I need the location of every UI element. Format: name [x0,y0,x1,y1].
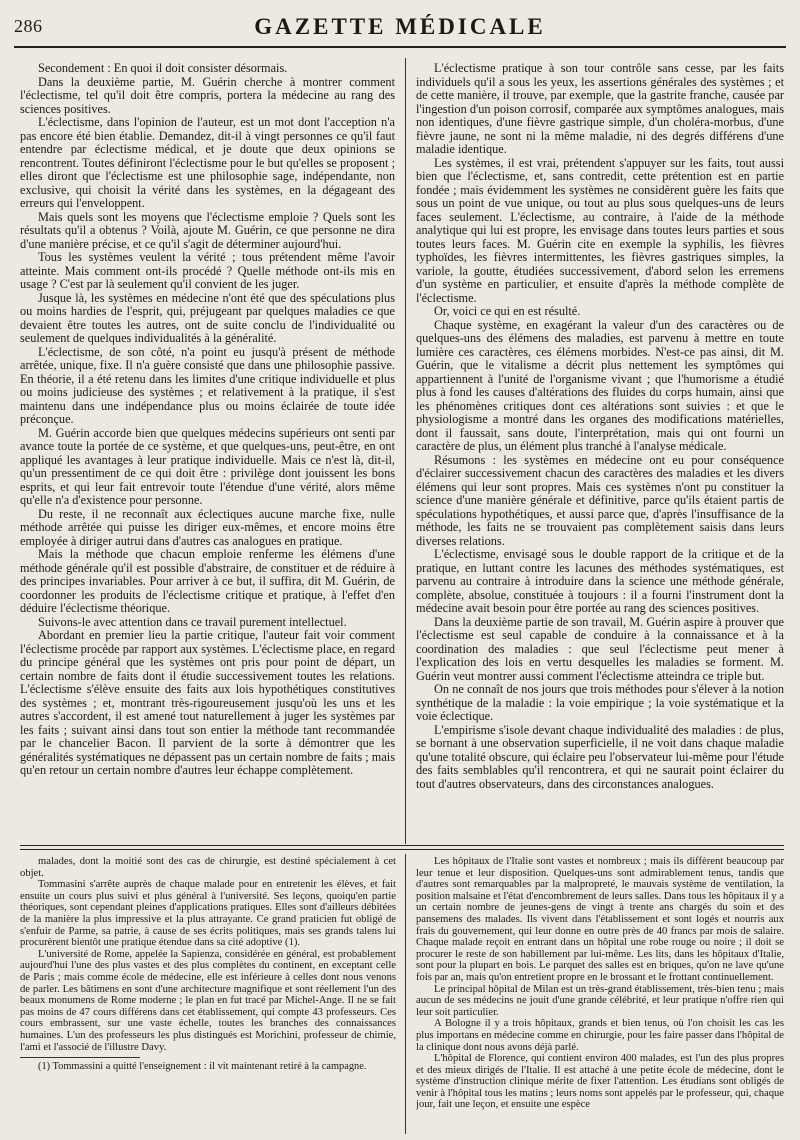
paragraph: Les hôpitaux de l'Italie sont vastes et nombreux ; mais ils diffèrent beaucoup par leur tenue et leur disposition. Quelques-uns sont admirablement tenus, tandis que d'autres sont remarquables par la malpropreté, le mauvais système de ventilation, la position malsaine et l'état d'encombrement de leurs salles. Dans tous les hôpitaux il y a un certain nombre de jeunes-gens de vingt à trente ans chargés du soin et des pansemens des malades. Ils vivent dans l'établissement et sont logés et nourris aux frais du gouvernement, qui leur donne en outre près de 40 francs par mois de salaire. Chaque malade reçoit en entrant dans un hôpital une robe rouge ou noire ; il doit se procurer le reste de son habillement par lui-même. Les lits, dans les hôpitaux d'Italie, sont pour la plupart en bois. Le parquet des salles est en briques, qu'on ne lave qu'une fois par an, mais qu'on entretient propre en le brossant et le frottant continuellement. [416,856,784,983]
paragraph: On ne connaît de nos jours que trois méthodes pour s'élever à la notion synthétique de la maladie : la voie empirique ; la voie systématique et la voie éclectique. [416,682,784,723]
paragraph: Tous les systèmes veulent la vérité ; tous prétendent même l'avoir atteinte. Mais comment ont-ils procédé ? Quelle méthode ont-ils mis en usage ? C'est par là seulement qu'il convient de les juger. [20,250,395,291]
paragraph: Jusque là, les systèmes en médecine n'ont été que des spéculations plus ou moins hardies de l'esprit, qui, préjugeant par quelques maladies ce que devaient être toutes les autres, ont de suite conclu de l'individualité ou seulement de quelques individualités à la généralité. [20,290,395,345]
paragraph: L'empirisme s'isole devant chaque individualité des maladies : de plus, se bornant à une observation superficielle, il ne voit dans chaque maladie qu'une totalité obscure, qui éclaire peu l'observateur lui-même pour l'étude des faits semblables qu'il rencontrera, et qui ne saurait point éclairer du tout d'autres observateurs, dans des circonstances analogues. [416,722,784,791]
paragraph: Secondement : En quoi il doit consister désormais. [38,62,288,75]
footnote-rule [20,1057,140,1058]
column-divider-bottom [405,854,406,1134]
paragraph: Chaque système, en exagérant la valeur d'un des caractères ou de quelques-uns des élémens des maladies, est parvenu à mettre en toute lumière ces caractères, ces élémens morbides. N'est-ce pas ainsi, dit M. Guérin, que le vitalisme a décrit plus nettement les symptômes qui appartiennent à l'unité de l'organisme vivant ; que l'humorisme a étudié plus à fond les causes d'altérations des fluides du corps humain, ainsi que les phénomènes critiques dont ces altérations sont suivies : et que le physiologisme a montré dans les organes des modifications matérielles, dont il faussait, sans doute, l'interprétation, mais qui ont fourni un caractère de plus, un élément plus tranché à l'analyse médicale. [416,317,784,453]
article-column-left [20,62,395,842]
paragraph: Le principal hôpital de Milan est un très-grand établissement, très-bien tenu ; mais aucun de ses médecins ne jouit d'une grande célébrité, et leur pratique n'offre rien qui leur soit particulier. [416,983,784,1018]
footnote: (1) Tommassini a quitté l'enseignement : il vit maintenant retiré à la campagne. [38,1061,367,1073]
paragraph: L'éclectisme pratique à son tour contrôle sans cesse, par les faits individuels qu'il a sous les yeux, les assertions générales des systèmes ; et de cette manière, il trouve, par exemple, que la gastrite franche, causée par l'ingestion d'un poison corrosif, comparée aux symptômes analogues, mais non identiques, d'une fièvre gastrique simple, d'un choléra-morbus, d'une fièvre jaune, ne sont ni la même maladie, ni des degrés différens d'une maladie identique. [416,62,784,156]
paragraph: A Bologne il y a trois hôpitaux, grands et bien tenus, où l'on choisit les cas les plus importans en médecine comme en chirurgie, pour les faire passer dans l'hôpital de la clinique dont nous avons déjà parlé. [416,1018,784,1053]
paragraph: L'éclectisme, de son côté, n'a point eu jusqu'à présent de méthode arrêtée, unique, fixe. Il n'a guère consisté que dans une philosophie passive. En théorie, il a été retenu dans les limites d'une critique individuelle et plus ou moins judicieuse des systèmes ; et relativement à la pratique, il s'est maintenu dans une indépendance plus ou moins éclairée de toute idée préconçue. [20,344,395,426]
paragraph: M. Guérin accorde bien que quelques médecins supérieurs ont senti par avance toute la portée de ce système, et que quelques-uns, peut-être, en ont appliqué les avantages à leur pratique individuelle. Mais ce n'est là, dit-il, qu'un pressentiment de ce qui doit être : privilège dont jouissent les bons esprits, et qui leur fait entrevoir toute l'étendue d'une vérité, alors même qu'elle n'a d'existence pour personne. [20,425,395,507]
paragraph: L'éclectisme, dans l'opinion de l'auteur, est un mot dont l'acception n'a pas encore été bien établie. Demandez, dit-il à vingt personnes ce qu'il faut entendre par éclectisme médical, et je doute que deux opinions se rencontrent. Toutes définiront l'éclectisme pour le but qu'elles se proposent ; elles diront que l'éclectisme est une philosophie sage, indépendante, non exclusive, qui choisit la vérité dans les systèmes, en la dégageant des erreurs qui l'enveloppent. [20,115,395,210]
paragraph: Dans la deuxième partie de son travail, M. Guérin aspire à prouver que l'éclectisme est seul capable de conduire à la connaissance et à la coordination des maladies : que seul l'éclectisme peut mener à l'explication des lois en vertu desquelles les maladies se forment. M. Guérin veut montrer aussi comment l'éclectisme atteindra ce triple but. [416,614,784,683]
section-separator [20,845,784,850]
feuilleton-column-left [20,856,396,1136]
page-header [14,16,786,48]
paragraph: Dans la deuxième partie, M. Guérin cherche à montrer comment l'éclectisme, tel qu'il doit être compris, portera la médecine au rang des sciences positives. [20,74,395,116]
paragraph: Mais quels sont les moyens que l'éclectisme emploie ? Quels sont les résultats qu'il a obtenus ? Voilà, ajoute M. Guérin, ce que personne ne dira d'une manière précise, et ce qu'il s'agit de déterminer aujourd'hui. [20,209,395,251]
paragraph: Abordant en premier lieu la partie critique, l'auteur fait voir comment l'éclectisme procède par rapport aux systèmes. L'éclectisme place, en regard du principe général que les systèmes ont pris pour point de départ, un certain nombre de faits dont il étudie successivement toutes les relations. L'éclectisme s'élève ensuite des faits aux lois hypothétiques constitutives des systèmes ; et, montrant très-rigoureusement jusqu'où les uns et les autres s'accordent, il est amené tout naturellement à juger les systèmes par les faits ; suivant ainsi dans tout son entier la méthode tant recommandée par le chancelier Bacon. Il parvient de la sorte à démontrer que les généralités systématiques ne dépassent pas un certain nombre de faits ; mais qu'en retour un certain nombre d'autres leur échappe complètement. [20,628,395,777]
paragraph: Les systèmes, il est vrai, prétendent s'appuyer sur les faits, tout aussi bien que l'éclectisme, et, sans contredit, cette prétention est en partie fondée ; mais évidemment les systèmes ne considèrent guère les faits que sous un point de vue unique, ou tout au plus sous quelques-uns de leurs faces seulement. L'éclectisme, au contraire, à l'aide de la méthode analytique qui lui est propre, les envisage dans toutes leurs parties et sous toutes leurs faces. M. Guérin cite en exemple la syphilis, les fièvres typhoïdes, les fièvres intermittentes, les fièvres gastriques simples, la variole, la goutte, étudiées successivement, d'abord selon les erremens d'un système en particulier, et ensuite d'après la méthode complète de l'éclectisme. [416,155,784,305]
feuilleton-column-right [416,856,784,1136]
paragraph: Or, voici ce qui en est résulté. [434,304,581,318]
paragraph: L'université de Rome, appelée la Sapienza, considérée en général, est probablement aujourd'hui l'une des plus vastes et des plus complètes du continent, en exceptant celle de Paris ; mais comme école de médecine, elle est inférieure à celles dont nous venons de parler. Les bâtimens en sont d'une architecture magnifique et sont réellement l'un des beaux monumens de Rome moderne ; le plan en fut tracé par Michel-Ange. Il ne se fait pas moins de 47 cours différens dans cet établissement, qui compte 43 professeurs. Ces cours embrassent, sur une vaste échelle, toutes les branches des connaissances humaines. L'un des professeurs les plus distingués est Morichini, professeur de chimie, l'ami et l'associé de l'illustre Davy. [20,948,396,1053]
paragraph: L'éclectisme, envisagé sous le double rapport de la critique et de la pratique, en luttant contre les lacunes des méthodes systématiques, est parvenu au contraire à introduire dans la science une méthode générale, complète, absolue, constituée à toujours : il a fourni l'instrument dont la médecine avait besoin pour être portée au rang des sciences positives. [416,547,784,615]
page-number: 286 [14,16,43,36]
paragraph: Tommasini s'arrête auprès de chaque malade pour en entretenir les élèves, et fait ensuite un cours plus suivi et plus général à l'université. Ses leçons, quoiqu'en partie théoriques, sont cependant pleines d'applications pratiques. Elles sont d'ailleurs débitées de la manière la plus impressive et la plus attrayante. Ce grand praticien fut obligé de s'enfuir de Parme, sa patrie, à cause de ses écrits politiques, mais ses grands talens lui procurèrent bientôt une pratique étendue dans sa cité adoptive (1). [20,879,396,949]
paragraph: Suivons-le avec attention dans ce travail purement intellectuel. [38,614,347,629]
journal-title: GAZETTE MÉDICALE [254,14,546,39]
article-column-right [416,62,784,842]
paragraph: Résumons : les systèmes en médecine ont eu pour conséquence d'éclairer successivement chacun des caractères des maladies et les divers élémens qui leur sont propres. Mais ces systèmes n'ont pu constituer la science d'une manière générale et définitive, parce qu'ils étaient partis de spéculations hypothétiques, et aussi parce que, d'après l'insuffisance de la méthode, les faits ne se trouvaient pas complètement saisis dans leurs diverses relations. [416,452,784,548]
paragraph: malades, dont la moitié sont des cas de chirurgie, est destiné spécialement à cet objet. [20,856,396,879]
paragraph: Mais la méthode que chacun emploie renferme les élémens d'une méthode générale qu'il est possible d'abstraire, de constituer et de réduire à des principes invariables. Pour arriver à ce but, il suffira, dit M. Guérin, de coordonner les produits de l'éclectisme critique et pratique, à l'effet d'en déduire l'éclectisme théorique. [20,547,395,615]
paragraph: Du reste, il ne reconnaît aux éclectiques aucune marche fixe, nulle méthode arrêtée qui puisse les diriger eux-mêmes, et encore moins être employée à diriger autrui dans d'autres cas analogues en pratique. [20,506,395,548]
column-divider-top [405,58,406,844]
paragraph: L'hôpital de Florence, qui contient environ 400 malades, est l'un des plus propres et des mieux dirigés de l'Italie. Il est attaché à une petite école de médecine, dont le système d'instruction clinique mérite de fixer l'attention. Les étudians sont obligés de venir à l'hôpital tous les matins ; leurs noms sont appelés par le professeur, qui, chaque jour, fait une leçon, et ensuite une espèce [416,1053,784,1111]
